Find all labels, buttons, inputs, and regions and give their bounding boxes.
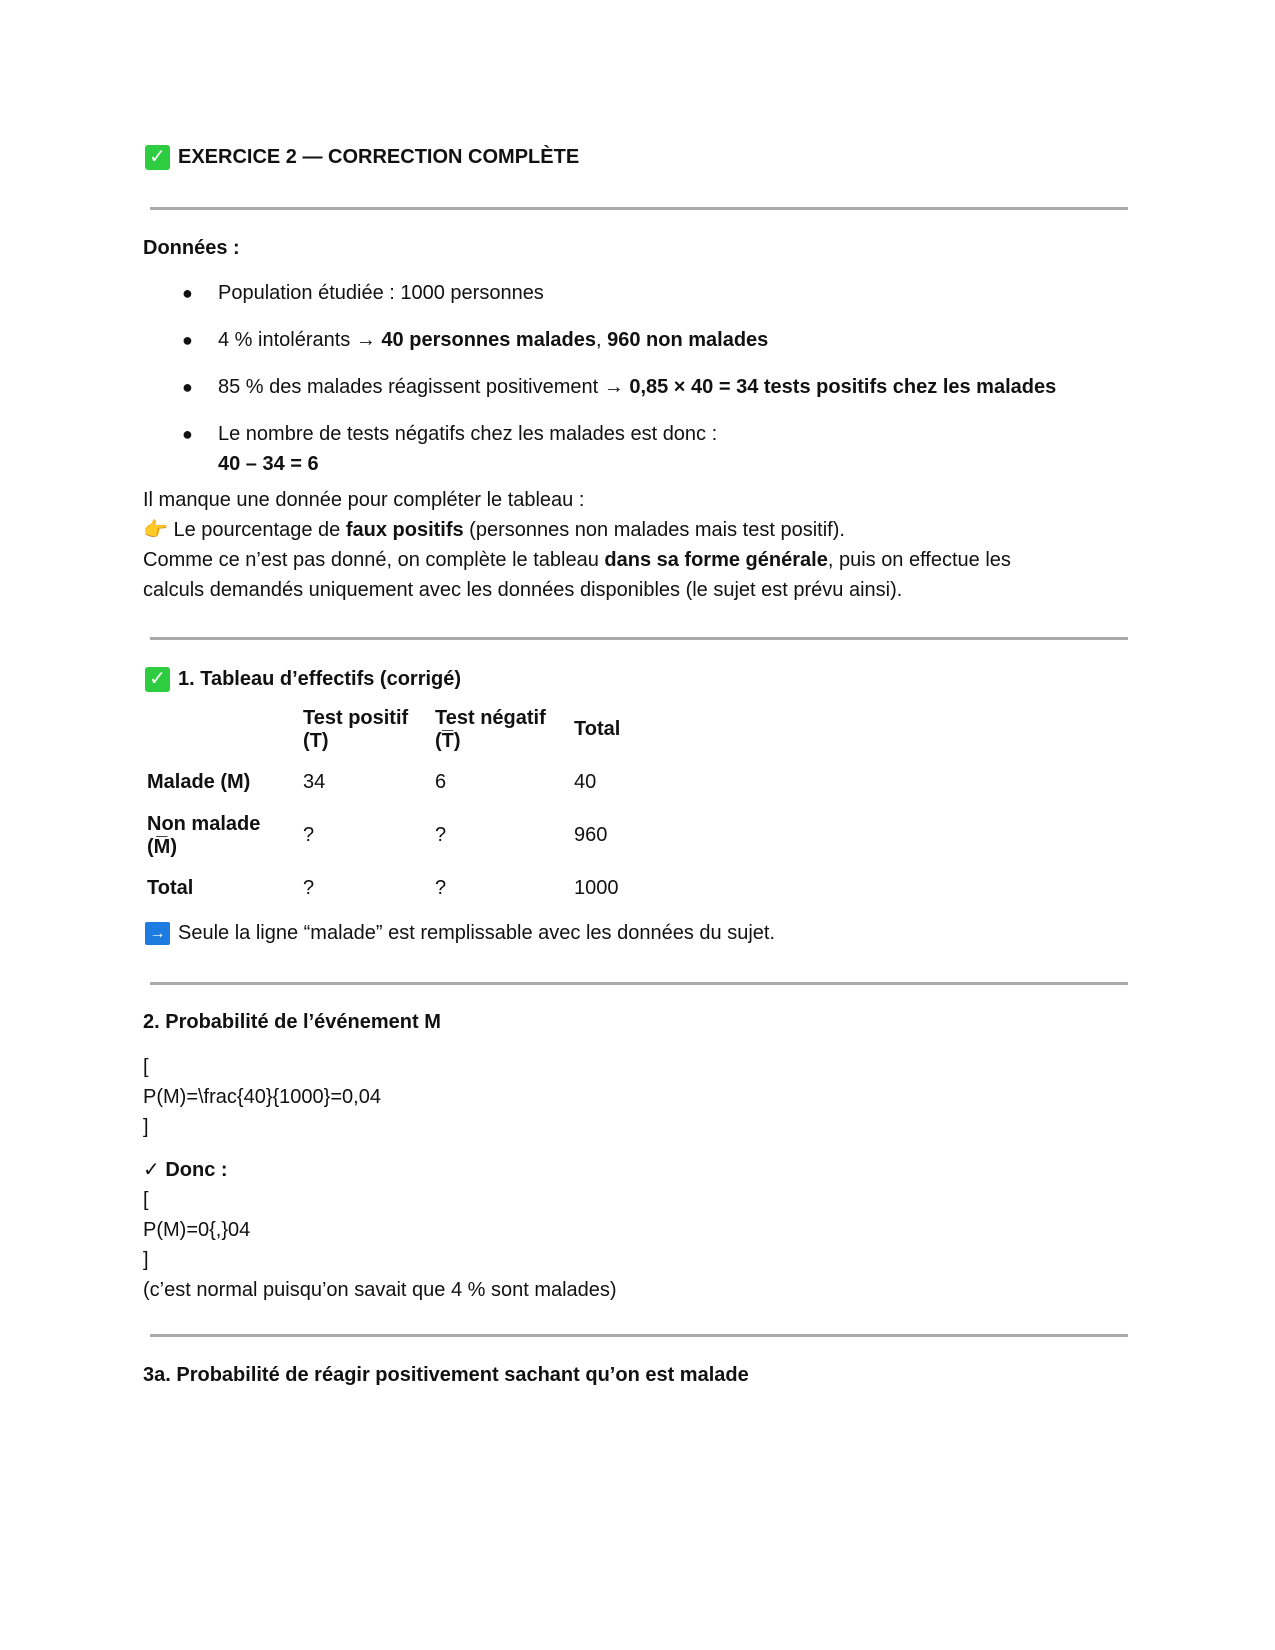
bullet-icon: ● [182, 283, 193, 303]
checkmark-icon: ✓ [145, 667, 170, 692]
table-cell: 6 [435, 771, 447, 793]
bullet-icon: ● [182, 377, 193, 397]
bullet-icon: ● [182, 424, 193, 444]
table-cell: 40 [574, 771, 597, 793]
right-arrow-icon: → [145, 922, 170, 945]
table-header-cell: Total [574, 718, 621, 740]
table-cell: ? [303, 824, 315, 846]
list-item: ● Le nombre de tests négatifs chez les malades est donc : 40 – 34 = 6 [143, 419, 1123, 479]
section3a-title: 3a. Probabilité de réagir positivement sachant qu’on est malade [143, 1364, 749, 1386]
table-row [143, 862, 638, 915]
formula-block-2: [ P(M)=0{,}04 ] (c’est normal puisqu’on savait que 4 % sont malades) [143, 1189, 617, 1301]
divider-2 [150, 637, 1128, 640]
table-cell: 960 [574, 824, 608, 846]
table-row [143, 809, 638, 862]
table-row-label: Malade (M) [147, 771, 251, 793]
table-header-row [143, 703, 638, 756]
divider-1 [150, 207, 1128, 210]
main-title [145, 145, 579, 170]
pointing-hand-icon: 👉 [143, 519, 168, 541]
table-row-label: Non malade (M̅) [147, 812, 261, 858]
table-cell: ? [435, 824, 447, 846]
section2-title: 2. Probabilité de l’événement M [143, 1011, 441, 1033]
table-note: → Seule la ligne “malade” est remplissable avec les données du sujet. [145, 918, 775, 948]
table-header-cell: Test négatif (T̅) [435, 706, 546, 752]
checkmark-icon: ✓ [145, 145, 170, 170]
table-cell: 34 [303, 771, 326, 793]
table-cell: ? [435, 877, 447, 899]
table-cell: 1000 [574, 877, 619, 899]
bullet-icon: ● [182, 330, 193, 350]
main-title-text: EXERCICE 2 — CORRECTION COMPLÈTE [178, 146, 580, 168]
list-item: ● 85 % des malades réagissent positivement → 0,85 × 40 = 34 tests positifs chez les malades [143, 372, 1123, 402]
table-row [143, 756, 638, 809]
table-header-cell [143, 703, 299, 756]
donnees-label: Données : [143, 237, 240, 259]
list-item: ● 4 % intolérants → 40 personnes malades, 960 non malades [143, 325, 1123, 355]
list-item: ● Population étudiée : 1000 personnes [143, 278, 1123, 308]
effectifs-table [143, 703, 638, 915]
section1-title: ✓ 1. Tableau d’effectifs (corrigé) [145, 667, 461, 692]
formula-block-1: [ P(M)=\frac{40}{1000}=0,04 ] [143, 1056, 381, 1138]
donnees-list [143, 278, 1123, 496]
divider-3 [150, 982, 1128, 985]
table-row-label: Total [147, 877, 194, 899]
table-cell: ? [303, 877, 315, 899]
divider-4 [150, 1334, 1128, 1337]
donc-label: ✓ Donc : [143, 1159, 228, 1181]
table-header-cell: Test positif (T) [303, 706, 409, 752]
missing-data-paragraph: Il manque une donnée pour compléter le tableau : 👉 Le pourcentage de faux positifs (personnes non malades mais test positif). Comme ce n’est pas donné, on complète le tableau dans sa forme générale, puis on effectue les calculs demandés uniquement avec les données disponibles (le sujet est prévu ainsi). [143, 489, 1011, 601]
